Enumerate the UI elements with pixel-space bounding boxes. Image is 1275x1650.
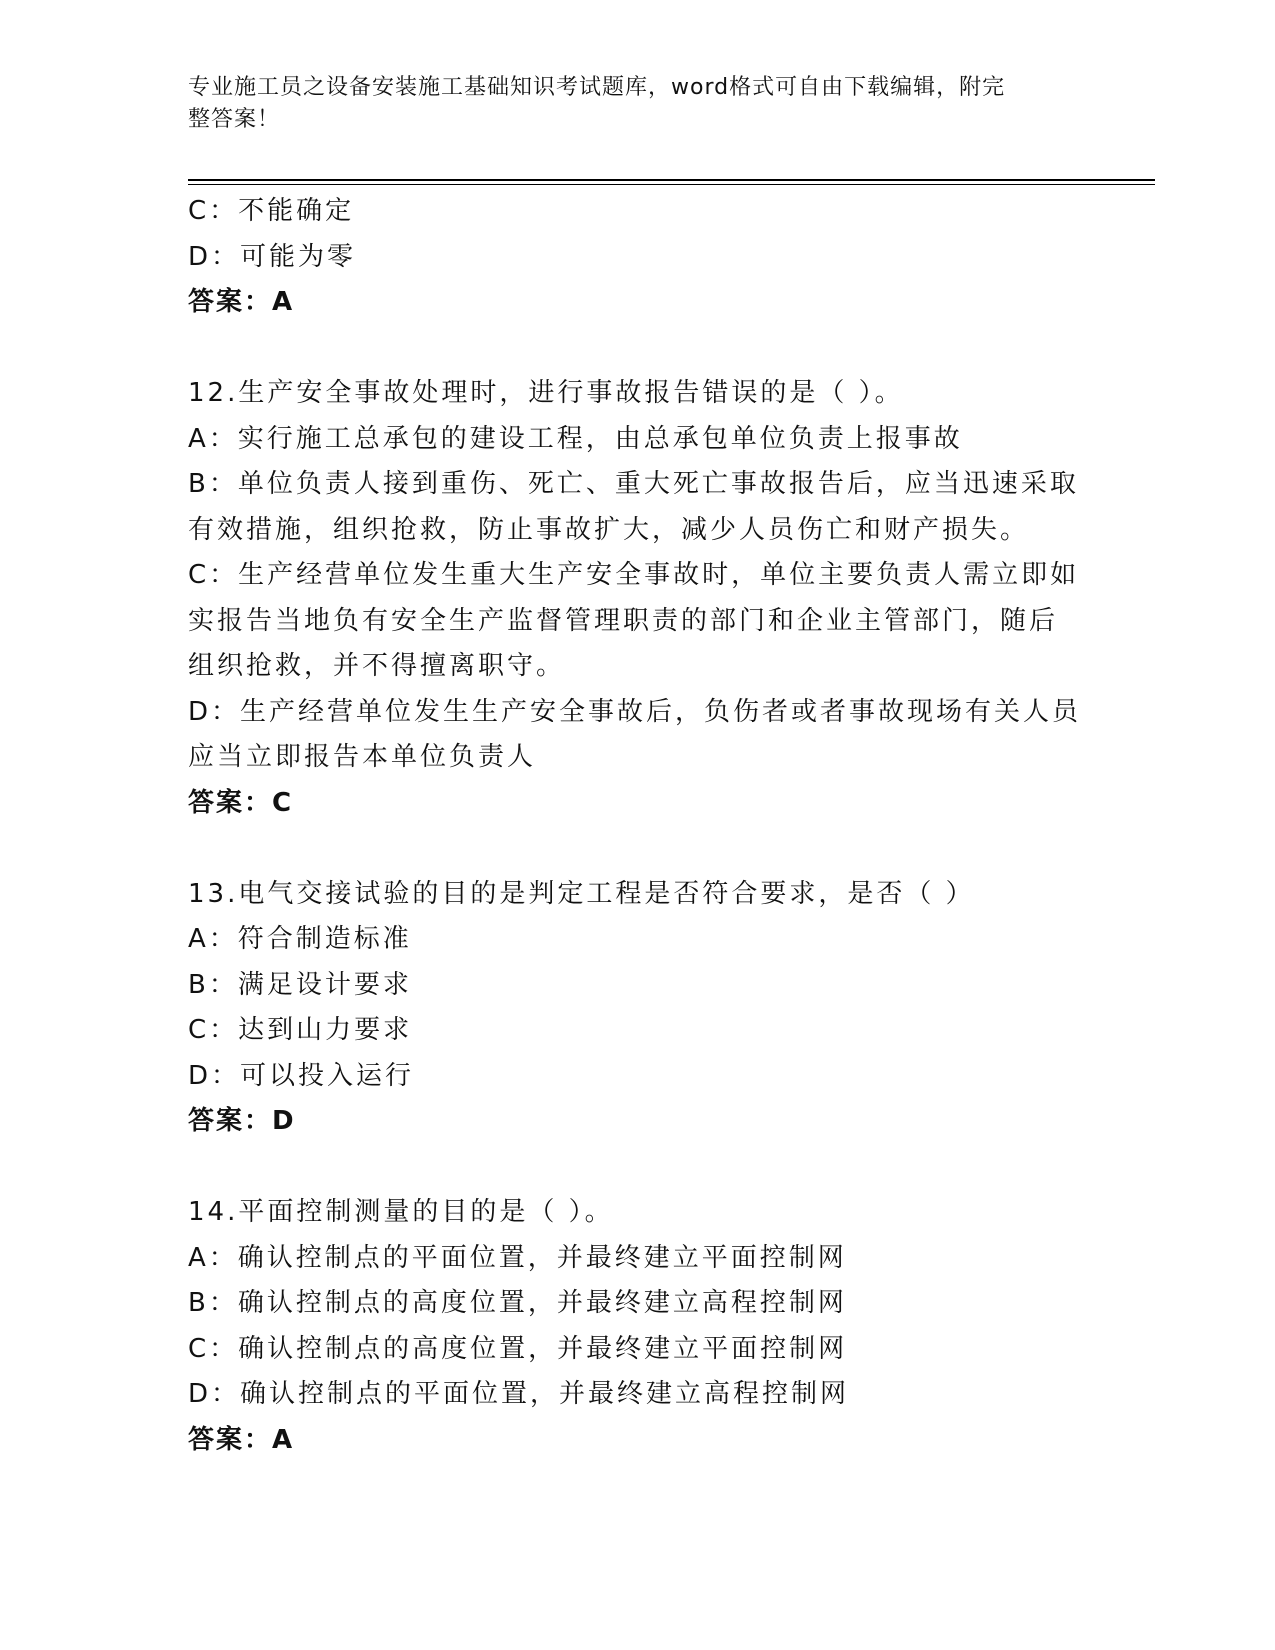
option-d-line-2: 应当立即报告本单位负责人	[188, 742, 537, 772]
option-a: A：实行施工总承包的建设工程，由总承包单位负责上报事故	[188, 423, 963, 454]
header-divider-thick	[188, 179, 1155, 181]
option-d: D：可以投入运行	[188, 1060, 415, 1091]
option-d: D：可能为零	[188, 241, 357, 272]
question-list	[188, 189, 1088, 1463]
question-stem: 13.电气交接试验的目的是判定工程是否符合要求，是否（ ）	[188, 878, 975, 909]
spacer	[188, 326, 1088, 372]
option-b-line-2: 有效措施，组织抢救，防止事故扩大，减少人员伤亡和财产损失。	[188, 514, 1030, 545]
option-c-line-3: 组织抢救，并不得擅离职守。	[188, 651, 566, 681]
option-c: C：确认控制点的高度位置，并最终建立平面控制网	[188, 1333, 848, 1364]
document-header	[188, 72, 1068, 136]
option-a: A：符合制造标准	[188, 924, 412, 954]
spacer	[188, 1145, 1088, 1191]
answer-line: 答案：A	[188, 287, 295, 317]
option-c: C：不能确定	[188, 196, 355, 226]
option-c-line-1: C：生产经营单位发生重大生产安全事故时，单位主要负责人需立即如	[188, 560, 1080, 590]
option-d: D：确认控制点的平面位置，并最终建立高程控制网	[188, 1379, 850, 1409]
question-13	[188, 872, 1088, 1145]
header-title-line-1: 专业施工员之设备安装施工基础知识考试题库，word格式可自由下载编辑，附完	[188, 75, 1006, 100]
question-11-continued	[188, 189, 1088, 326]
option-d-line-1: D：生产经营单位发生生产安全事故后，负伤者或者事故现场有关人员	[188, 696, 1082, 727]
option-b: B：满足设计要求	[188, 969, 412, 1000]
question-12	[188, 371, 1088, 826]
spacer	[188, 826, 1088, 872]
option-c: C：达到山力要求	[188, 1015, 413, 1045]
header-divider-thin	[188, 184, 1155, 185]
option-b: B：确认控制点的高度位置，并最终建立高程控制网	[188, 1288, 847, 1318]
answer-line: 答案：D	[188, 1106, 296, 1136]
option-a: A：确认控制点的平面位置，并最终建立平面控制网	[188, 1242, 847, 1273]
answer-line: 答案：A	[188, 1424, 295, 1455]
option-c-line-2: 实报告当地负有安全生产监督管理职责的部门和企业主管部门，随后	[188, 605, 1059, 636]
question-stem: 12.生产安全事故处理时，进行事故报告错误的是（ ）。	[188, 378, 904, 408]
answer-line: 答案：C	[188, 787, 294, 818]
question-stem: 14.平面控制测量的目的是（ ）。	[188, 1197, 614, 1227]
question-14	[188, 1190, 1088, 1463]
header-title-line-2: 整答案！	[188, 107, 281, 132]
option-b-line-1: B：单位负责人接到重伤、死亡、重大死亡事故报告后，应当迅速采取	[188, 469, 1079, 499]
